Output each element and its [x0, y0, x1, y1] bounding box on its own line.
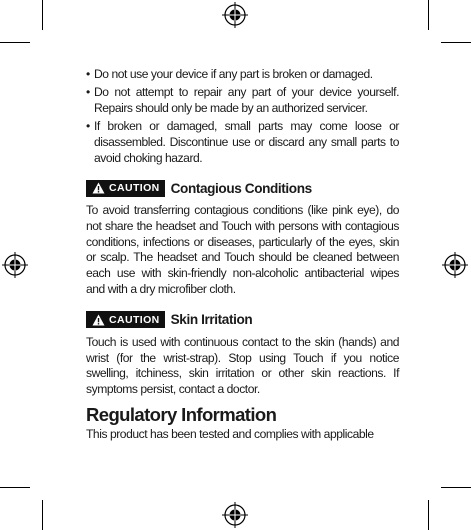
page-content [86, 66, 399, 443]
safety-bullet-list [86, 66, 399, 166]
list-item [86, 66, 399, 82]
list-item [86, 118, 399, 166]
section-title: Contagious Conditions [170, 180, 312, 196]
caution-badge-label: CAUTION [109, 182, 160, 194]
regulatory-heading: Regulatory Information [86, 403, 277, 425]
warning-triangle-icon [92, 314, 105, 326]
list-item [86, 84, 399, 116]
caution-heading [86, 178, 399, 198]
crop-mark [441, 487, 471, 488]
section-title: Skin Irritation [170, 312, 253, 328]
crop-mark [0, 42, 30, 43]
bullet-glyph: • [86, 67, 90, 81]
crop-mark [441, 42, 471, 43]
section-body: To avoid transferring contagious conditions (like pink eye), do not share the headset and Touch with persons with contagious conditions, infections or diseases, particularly of the eyes, skin or scalp. The headset and Touch should be cleaned between each use with skin-friendly non-alcoholic antibacterial wipes and with a dry microfiber cloth. [86, 203, 399, 296]
crop-mark [428, 500, 429, 530]
crop-mark [0, 487, 30, 488]
registration-mark-icon [442, 252, 468, 278]
crop-mark [428, 0, 429, 30]
list-item-text: Do not use your device if any part is broken or damaged. [94, 67, 373, 81]
registration-mark-icon [222, 502, 248, 528]
caution-badge [86, 180, 165, 197]
list-item-text: Do not attempt to repair any part of your device yourself. Repairs should only be made by an authorized servicer. [94, 85, 399, 115]
caution-badge-label: CAUTION [109, 313, 160, 326]
warning-triangle-icon [92, 182, 105, 194]
section-body: Touch is used with continuous contact to the skin (hands) and wrist (for the wrist-strap). Stop using Touch if you notice swelling, itchiness, skin irritation or other skin reactions. If symptoms persist, contact a doctor. [86, 334, 399, 397]
registration-mark-icon [2, 252, 28, 278]
regulatory-body: This product has been tested and complies with applicable [86, 426, 374, 441]
bullet-glyph: • [86, 85, 90, 99]
list-item-text: If broken or damaged, small parts may come loose or disassembled. Discontinue use or discard any small parts to avoid choking hazard. [94, 119, 399, 165]
registration-mark-icon [222, 2, 248, 28]
crop-mark [42, 0, 43, 30]
crop-mark [42, 500, 43, 530]
caution-badge [86, 311, 165, 328]
bullet-glyph: • [86, 119, 90, 133]
caution-heading [86, 310, 399, 330]
